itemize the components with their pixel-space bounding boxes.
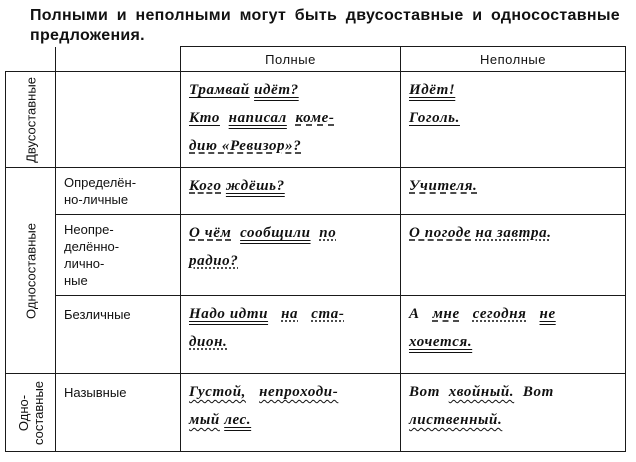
category-cell: Назывные — [56, 374, 181, 452]
subject-word: Гоголь. — [409, 110, 460, 126]
group-label: Двусоставные — [23, 76, 38, 163]
adverbial-word: радио? — [189, 253, 239, 269]
category-line: делённо- — [64, 239, 120, 254]
predicate-word: хочется. — [409, 334, 473, 350]
example-full — [181, 215, 401, 296]
category-cell — [56, 215, 181, 296]
predicate-word: сообщили — [240, 225, 311, 241]
predicate-word: ждёшь? — [225, 178, 285, 194]
table-row — [6, 296, 626, 374]
category-line: Неопре- — [64, 222, 114, 237]
particle-word: Вот — [409, 384, 440, 400]
predicate-word: Идёт! — [409, 82, 456, 98]
header-incomplete: Неполные — [401, 47, 626, 72]
empty-corner-cell — [6, 47, 56, 72]
category-cell — [56, 72, 181, 168]
predicate-word: идёт? — [254, 82, 299, 98]
particle-word: Вот — [522, 384, 554, 400]
group-label: Одно- составные — [15, 380, 46, 445]
table-row — [6, 374, 626, 452]
table-row — [6, 215, 626, 296]
adverbial-word: дион. — [189, 334, 228, 350]
group-label: Односоставные — [23, 222, 38, 319]
category-cell — [56, 168, 181, 215]
example-full — [181, 296, 401, 374]
group-one-part-nominal — [6, 374, 56, 452]
sentence-types-table — [5, 46, 626, 452]
example-full — [181, 168, 401, 215]
adverbial-word: сегодня — [472, 306, 527, 322]
object-word: дию «Ревизор»? — [189, 138, 302, 154]
example-incomplete — [401, 72, 626, 168]
category-line: Определён- — [64, 175, 137, 190]
object-word: Кого — [189, 178, 222, 194]
example-incomplete — [401, 215, 626, 296]
category-cell: Безличные — [56, 296, 181, 374]
object-word: мне — [432, 306, 460, 322]
attribute-word: хвойный. — [448, 384, 515, 400]
header-full: Полные — [181, 47, 401, 72]
category-line: ные — [64, 273, 88, 288]
attribute-word: лиственный. — [409, 412, 503, 428]
conjunction-word: А — [409, 306, 420, 322]
adverbial-word: на завтра. — [475, 225, 552, 241]
attribute-word: мый — [189, 412, 220, 428]
intro-text: Полными и неполными могут быть двусоставные и односоставные предложения. — [30, 7, 620, 44]
table-row — [6, 168, 626, 215]
adverbial-word: ста- — [311, 306, 345, 322]
example-incomplete — [401, 168, 626, 215]
table-header-row — [6, 47, 626, 72]
predicate-word: Надо идти — [189, 306, 269, 322]
adverbial-word: по — [319, 225, 337, 241]
object-word: Учителя. — [409, 178, 478, 194]
category-line: лично- — [64, 256, 105, 271]
table-row — [6, 72, 626, 168]
predicate-word: написал — [228, 110, 287, 126]
example-incomplete — [401, 374, 626, 452]
adverbial-word: на — [281, 306, 299, 322]
object-word: коме- — [295, 110, 335, 126]
object-word: О погоде — [409, 225, 472, 241]
group-one-part — [6, 168, 56, 374]
attribute-word: Густой, — [189, 384, 246, 400]
example-full — [181, 374, 401, 452]
example-full — [181, 72, 401, 168]
subject-word: Трамвай — [189, 82, 250, 98]
example-incomplete — [401, 296, 626, 374]
attribute-word: непроходи- — [259, 384, 339, 400]
predicate-word: лес. — [224, 412, 252, 428]
predicate-word: не — [539, 306, 556, 322]
category-line: но-личные — [64, 192, 129, 207]
subject-word: Кто — [189, 110, 220, 126]
empty-corner-cell-2 — [56, 47, 181, 72]
group-two-part — [6, 72, 56, 168]
object-word: О чём — [189, 225, 232, 241]
